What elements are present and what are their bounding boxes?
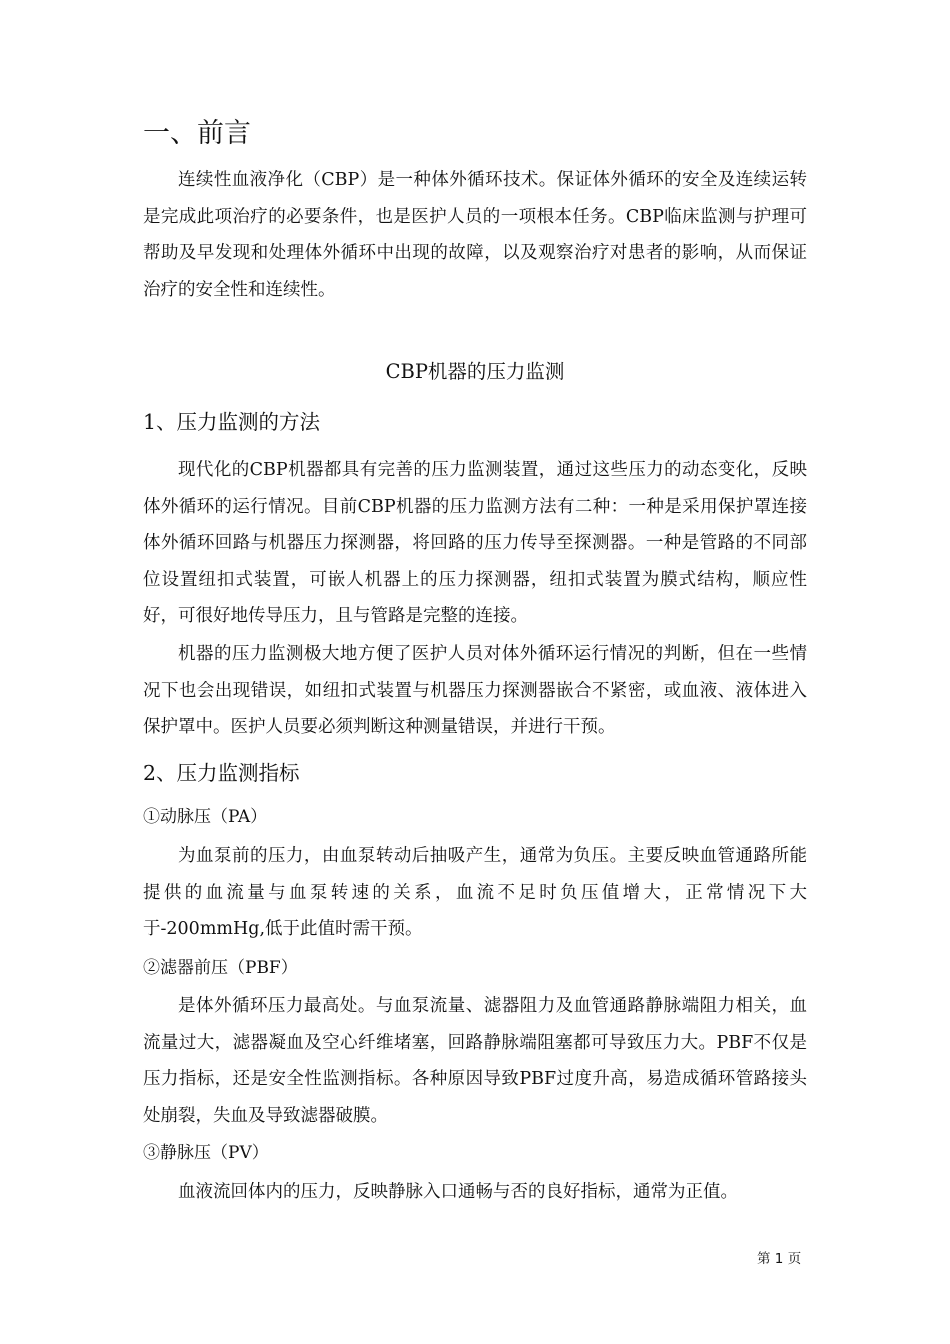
pv-title: ③静脉压（PV）	[143, 1143, 269, 1163]
footer-suffix: 页	[787, 1251, 802, 1267]
method-heading: 1、压力监测的方法	[143, 410, 321, 434]
footer-prefix: 第	[757, 1251, 771, 1267]
subtitle: CBP机器的压力监测	[385, 360, 565, 383]
page-footer	[757, 1249, 801, 1269]
pa-title: ①动脉压（PA）	[143, 807, 268, 827]
pv-paragraph: 血液流回体内的压力，反映静脉入口通畅与否的良好指标，通常为正值。	[178, 1182, 738, 1202]
method-paragraph-1: 现代化的CBP机器都具有完善的压力监测装置，通过这些压力的动态变化，反映体外循环的运行情况。目前CBP机器的压力监测方法有二种：一种是采用保护罩连接体外循环回路与机器压力探测器，将回路的压力传导至探测器。一种是管路的不同部位设置纽扣式装置，可嵌人机器上的压力探测器，纽扣式装置为膜式结构，顺应性好，可很好地传导压力，且与管路是完整的连接。	[143, 460, 807, 626]
pbf-title: ②滤器前压（PBF）	[143, 958, 298, 978]
pa-paragraph: 为血泵前的压力，由血泵转动后抽吸产生，通常为负压。主要反映血管通路所能提供的血流量与血泵转速的关系，血流不足时负压值增大，正常情况下大于-200mmHg,低于此值时需干预。	[143, 846, 807, 939]
intro-paragraph: 连续性血液净化（CBP）是一种体外循环技术。保证体外循环的安全及连续运转是完成此项治疗的必要条件，也是医护人员的一项根本任务。CBP临床监测与护理可帮助及早发现和处理体外循环中出现的故障，以及观察治疗对患者的影响，从而保证治疗的安全性和连续性。	[143, 170, 807, 300]
footer-page-number: 1	[774, 1251, 784, 1267]
indicators-heading: 2、压力监测指标	[143, 761, 300, 785]
method-paragraph-2: 机器的压力监测极大地方便了医护人员对体外循环运行情况的判断，但在一些情况下也会出现错误，如纽扣式装置与机器压力探测器嵌合不紧密，或血液、液体进入保护罩中。医护人员要必须判断这种测量错误，并进行干预。	[143, 644, 807, 737]
pbf-paragraph: 是体外循环压力最高处。与血泵流量、滤器阻力及血管通路静脉端阻力相关，血流量过大，滤器凝血及空心纤维堵塞，回路静脉端阻塞都可导致压力大。PBF不仅是压力指标，还是安全性监测指标。各种原因导致PBF过度升高，易造成循环管路接头处崩裂，失血及导致滤器破膜。	[143, 996, 807, 1126]
section-title: 一、前言	[143, 118, 251, 149]
